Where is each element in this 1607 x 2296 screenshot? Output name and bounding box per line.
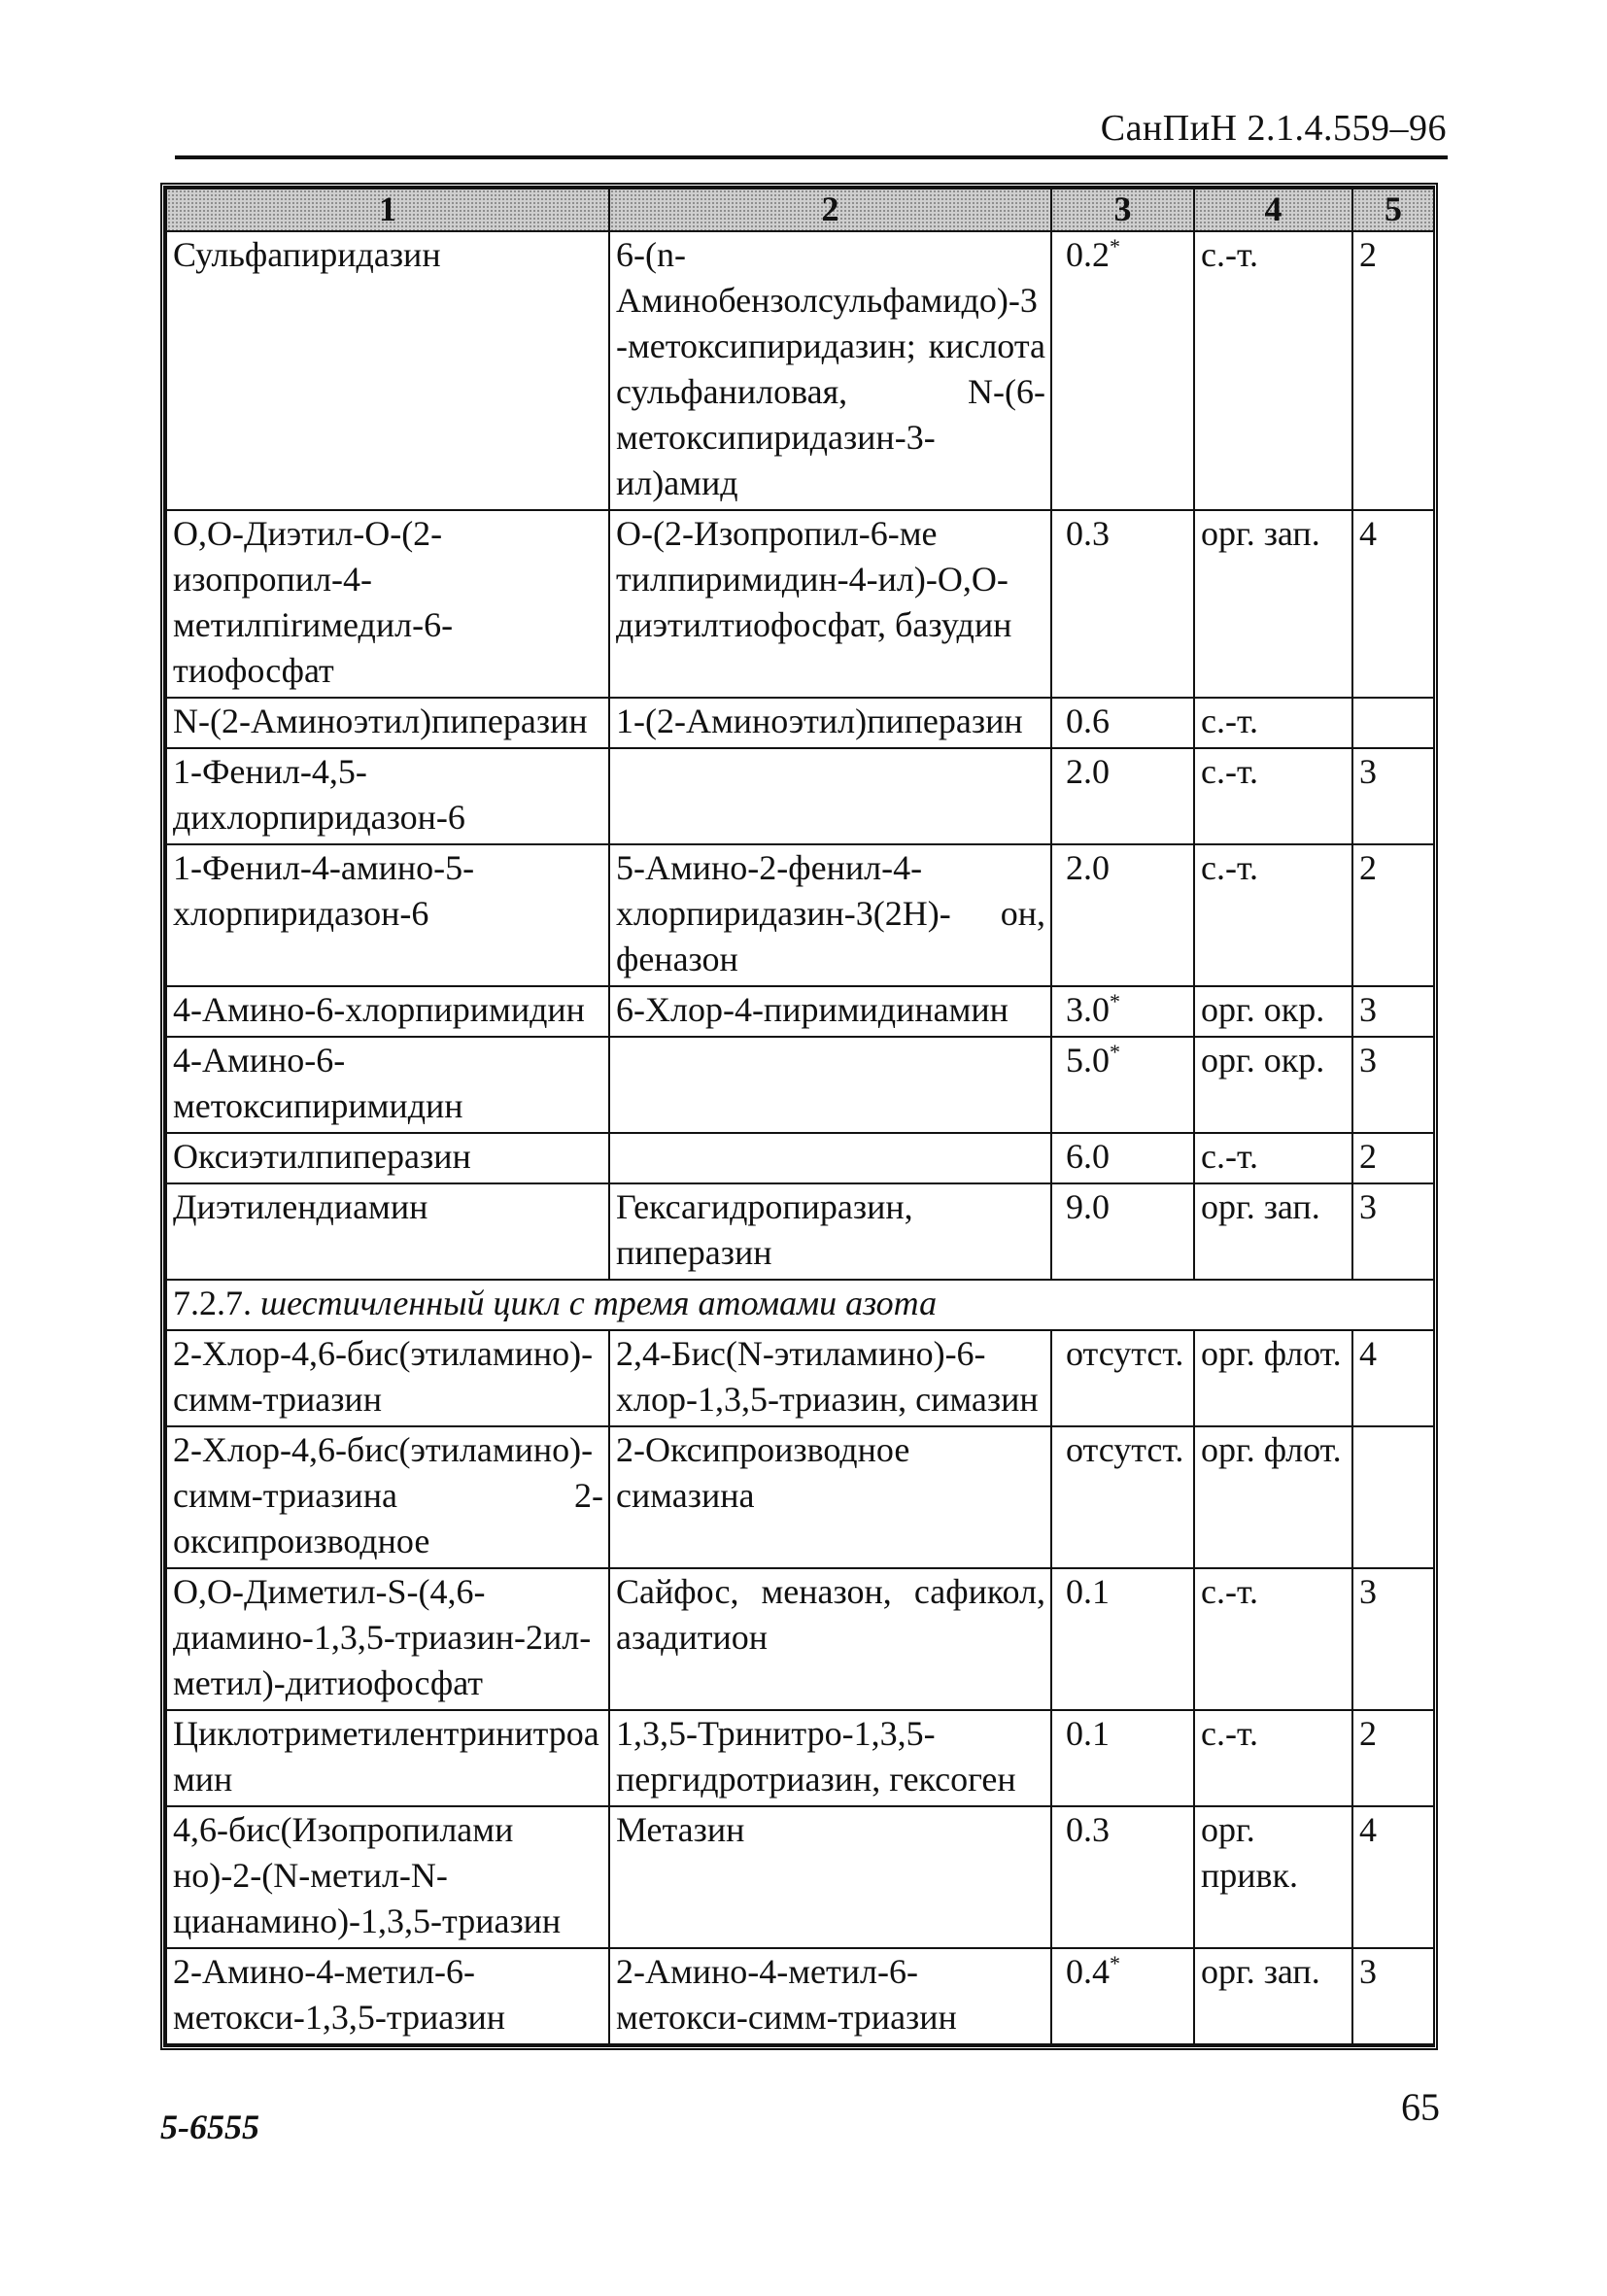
table-body — [166, 231, 1434, 2044]
header-rule — [175, 155, 1448, 159]
column-header-2: 2 — [609, 188, 1051, 231]
table-row — [166, 1948, 1434, 2044]
concentration-cell — [1051, 1037, 1194, 1133]
synonyms-cell — [609, 1568, 1051, 1710]
table-row — [166, 1330, 1434, 1426]
concentration-cell-text: 2.0 — [1066, 752, 1110, 791]
substance-name-cell-text: 2-Хлор-4,6-бис(этиламино)- симм-триазина 2-оксипроизводное — [173, 1430, 603, 1560]
concentration-cell — [1051, 844, 1194, 986]
column-header-4: 4 — [1194, 188, 1352, 231]
synonyms-cell — [609, 231, 1051, 510]
substance-name-cell-text: О,О-Диметил-S-(4,6-диамино-1,3,5-триазин-2ил-метил)-дитиофосфат — [173, 1572, 592, 1702]
concentration-cell-text: 6.0 — [1066, 1137, 1110, 1176]
hazard-class-cell — [1352, 1183, 1434, 1280]
substance-name-cell — [166, 748, 609, 844]
footnote-mark: * — [1110, 1040, 1120, 1064]
synonyms-cell-text: 1,3,5-Тринитро-1,3,5- пергидротриазин, гексоген — [616, 1714, 1016, 1799]
hazard-class-cell — [1352, 1330, 1434, 1426]
hazard-indicator-cell — [1194, 1330, 1352, 1426]
substance-name-cell-text: Сульфапиридазин — [173, 235, 441, 274]
concentration-cell — [1051, 1426, 1194, 1568]
substance-name-cell-text: 4-Амино-6-метоксипиримидин — [173, 1041, 463, 1125]
hazard-indicator-cell-text: орг. зап. — [1201, 1187, 1320, 1226]
hazard-class-cell-text: 4 — [1359, 1334, 1377, 1373]
hazard-indicator-cell-text: с.-т. — [1201, 848, 1258, 887]
hazard-class-cell-text: 2 — [1359, 1714, 1377, 1753]
substance-name-cell-text: 1-Фенил-4-амино-5-хлорпиридазон-6 — [173, 848, 475, 933]
substance-name-cell-text: Оксиэтилпиперазин — [173, 1137, 471, 1176]
concentration-cell-text: 0.3 — [1066, 514, 1110, 553]
table-row — [166, 986, 1434, 1037]
hazard-indicator-cell-text: с.-т. — [1201, 1572, 1258, 1611]
substance-name-cell — [166, 1133, 609, 1183]
concentration-cell — [1051, 698, 1194, 748]
concentration-cell-text: 0.2 — [1066, 235, 1110, 274]
substance-name-cell — [166, 986, 609, 1037]
table-row — [166, 510, 1434, 698]
hazard-class-cell — [1352, 748, 1434, 844]
concentration-cell-text: 2.0 — [1066, 848, 1110, 887]
concentration-cell — [1051, 1710, 1194, 1806]
hazard-class-cell-text: 3 — [1359, 990, 1377, 1029]
concentration-cell-text: 0.3 — [1066, 1810, 1110, 1849]
synonyms-cell — [609, 986, 1051, 1037]
substance-name-cell-text: Циклотриметилентринитроамин — [173, 1714, 599, 1799]
synonyms-cell-text: 5-Амино-2-фенил-4- хлорпиридазин-3(2Н)- он, феназон — [616, 848, 1045, 978]
substance-name-cell-text: 2-Амино-4-метил-6-метокси-1,3,5-триазин — [173, 1952, 505, 2037]
substance-name-cell — [166, 698, 609, 748]
synonyms-cell — [609, 748, 1051, 844]
table-header-row — [166, 188, 1434, 231]
synonyms-cell — [609, 1330, 1051, 1426]
hazard-class-cell-text: 4 — [1359, 514, 1377, 553]
hazard-class-cell-text: 3 — [1359, 1952, 1377, 1991]
section-number: 7.2.7. — [173, 1284, 252, 1322]
hazard-indicator-cell-text: орг. зап. — [1201, 1952, 1320, 1991]
hazard-class-cell-text: 3 — [1359, 1187, 1377, 1226]
synonyms-cell-text: 2,4-Бис(N-этиламино)-6-хлор-1,3,5-триазин, симазин — [616, 1334, 1039, 1419]
hazard-indicator-cell-text: орг. окр. — [1201, 990, 1325, 1029]
concentration-cell — [1051, 1133, 1194, 1183]
hazard-indicator-cell — [1194, 1037, 1352, 1133]
concentration-cell — [1051, 231, 1194, 510]
substance-name-cell-text: N-(2-Аминоэтил)пиперазин — [173, 702, 588, 740]
substance-name-cell-text: 4-Амино-6-хлорпиримидин — [173, 990, 585, 1029]
synonyms-cell — [609, 1183, 1051, 1280]
concentration-cell-text: 0.6 — [1066, 702, 1110, 740]
concentration-cell-text: 0.1 — [1066, 1714, 1110, 1753]
hazard-class-cell-text: 2 — [1359, 848, 1377, 887]
hazard-indicator-cell-text: с.-т. — [1201, 235, 1258, 274]
footnote-mark: * — [1110, 989, 1120, 1013]
hazard-indicator-cell — [1194, 1710, 1352, 1806]
synonyms-cell — [609, 1037, 1051, 1133]
substance-name-cell — [166, 1568, 609, 1710]
column-header-3: 3 — [1051, 188, 1194, 231]
hazard-class-cell — [1352, 1037, 1434, 1133]
concentration-cell — [1051, 1806, 1194, 1948]
substance-name-cell-text: 4,6-бис(Изопропилами но)-2-(N-метил-N-цианамино)-1,3,5-триазин — [173, 1810, 562, 1940]
table-row — [166, 1568, 1434, 1710]
synonyms-cell-text: Гексагидропиразин, пиперазин — [616, 1187, 913, 1272]
page-number: 65 — [1401, 2085, 1440, 2129]
table-row — [166, 844, 1434, 986]
hazard-class-cell-text: 3 — [1359, 752, 1377, 791]
hazard-indicator-cell-text: орг. окр. — [1201, 1041, 1325, 1079]
synonyms-cell-text: 6-Хлор-4-пиримидинамин — [616, 990, 1009, 1029]
hazard-indicator-cell — [1194, 844, 1352, 986]
hazard-indicator-cell — [1194, 986, 1352, 1037]
hazard-indicator-cell-text: орг. флот. — [1201, 1430, 1342, 1469]
footnote-mark: * — [1110, 234, 1120, 258]
hazard-class-cell — [1352, 231, 1434, 510]
concentration-cell — [1051, 748, 1194, 844]
hazard-class-cell — [1352, 1133, 1434, 1183]
synonyms-cell-text: Метазин — [616, 1810, 745, 1849]
hazard-class-cell — [1352, 510, 1434, 698]
hazard-class-cell-text: 2 — [1359, 1137, 1377, 1176]
concentration-cell-text: отсутст. — [1066, 1430, 1184, 1469]
table-row — [166, 1806, 1434, 1948]
column-header-1: 1 — [166, 188, 609, 231]
hazard-indicator-cell-text: орг. зап. — [1201, 514, 1320, 553]
hazard-class-cell-text: 3 — [1359, 1041, 1377, 1079]
synonyms-cell-text: О-(2-Изопропил-6-ме тилпиримидин-4-ил)-О,О-диэтилтиофосфат, базудин — [616, 514, 1012, 644]
hazard-class-cell — [1352, 1806, 1434, 1948]
hazard-class-cell — [1352, 1426, 1434, 1568]
synonyms-cell-text: 1-(2-Аминоэтил)пиперазин — [616, 702, 1023, 740]
synonyms-cell-text: 6-(n-Аминобензолсульфамидо)-3-метоксипиридазин; кислота сульфаниловая, N-(6-метоксипиридазин-3-ил)амид — [616, 235, 1045, 502]
hazard-indicator-cell — [1194, 1806, 1352, 1948]
synonyms-cell — [609, 1710, 1051, 1806]
hazard-class-cell — [1352, 1948, 1434, 2044]
hazard-class-cell-text: 2 — [1359, 235, 1377, 274]
concentration-cell — [1051, 1183, 1194, 1280]
synonyms-cell — [609, 510, 1051, 698]
hazard-indicator-cell-text: с.-т. — [1201, 1137, 1258, 1176]
substance-name-cell-text: О,О-Диэтил-О-(2-изопропил-4-метилпirимедил-6-тиофосфат — [173, 514, 454, 690]
hazard-indicator-cell — [1194, 1183, 1352, 1280]
table-row — [166, 1133, 1434, 1183]
substance-name-cell — [166, 1037, 609, 1133]
document-code: СанПиН 2.1.4.559–96 — [1100, 108, 1447, 149]
hazard-indicator-cell — [1194, 748, 1352, 844]
substance-name-cell — [166, 1426, 609, 1568]
hazard-indicator-cell — [1194, 1426, 1352, 1568]
hazard-class-cell — [1352, 986, 1434, 1037]
section-title: шестичленный цикл с тремя атомами азота — [260, 1284, 938, 1322]
concentration-cell — [1051, 986, 1194, 1037]
hazard-class-cell — [1352, 1710, 1434, 1806]
hazard-class-cell — [1352, 844, 1434, 986]
hazard-class-cell-text: 4 — [1359, 1810, 1377, 1849]
synonyms-cell-text: Сайфос, меназон, сафикол, азадитион — [616, 1572, 1045, 1657]
hazard-indicator-cell-text: с.-т. — [1201, 1714, 1258, 1753]
substance-name-cell — [166, 510, 609, 698]
substance-name-cell — [166, 844, 609, 986]
print-code: 5-6555 — [160, 2108, 259, 2146]
synonyms-cell — [609, 1948, 1051, 2044]
hazard-class-cell — [1352, 698, 1434, 748]
footnote-mark: * — [1110, 1951, 1120, 1975]
substance-name-cell — [166, 1710, 609, 1806]
synonyms-cell-text: 2-Амино-4-метил-6-метокси-симм-триазин — [616, 1952, 957, 2037]
concentration-cell-text: 0.4 — [1066, 1952, 1110, 1991]
concentration-cell — [1051, 1948, 1194, 2044]
substance-name-cell — [166, 231, 609, 510]
substance-name-cell — [166, 1330, 609, 1426]
hazard-class-cell-text: 3 — [1359, 1572, 1377, 1611]
synonyms-cell-text: 2-Оксипроизводное симазина — [616, 1430, 910, 1515]
table-row — [166, 698, 1434, 748]
column-header-5: 5 — [1352, 188, 1434, 231]
synonyms-cell — [609, 1806, 1051, 1948]
section-row — [166, 1280, 1434, 1330]
substances-table — [160, 183, 1438, 2050]
hazard-indicator-cell-text: с.-т. — [1201, 702, 1258, 740]
concentration-cell-text: 9.0 — [1066, 1187, 1110, 1226]
substance-name-cell-text: 1-Фенил-4,5-дихлорпиридазон-6 — [173, 752, 465, 837]
hazard-class-cell — [1352, 1568, 1434, 1710]
table-row — [166, 1037, 1434, 1133]
concentration-cell-text: 3.0 — [1066, 990, 1110, 1029]
concentration-cell-text: 5.0 — [1066, 1041, 1110, 1079]
concentration-cell — [1051, 510, 1194, 698]
concentration-cell-text: отсутст. — [1066, 1334, 1184, 1373]
hazard-indicator-cell — [1194, 1568, 1352, 1710]
concentration-cell — [1051, 1330, 1194, 1426]
table-row — [166, 1183, 1434, 1280]
synonyms-cell — [609, 844, 1051, 986]
hazard-indicator-cell — [1194, 510, 1352, 698]
substance-name-cell — [166, 1183, 609, 1280]
section-heading — [166, 1280, 1434, 1330]
table-row — [166, 1710, 1434, 1806]
hazard-indicator-cell — [1194, 698, 1352, 748]
hazard-indicator-cell — [1194, 1133, 1352, 1183]
hazard-indicator-cell-text: с.-т. — [1201, 752, 1258, 791]
substance-name-cell-text: 2-Хлор-4,6-бис(этиламино)- симм-триазин — [173, 1334, 594, 1419]
substance-name-cell-text: Диэтилендиамин — [173, 1187, 428, 1226]
table-row — [166, 231, 1434, 510]
hazard-indicator-cell — [1194, 231, 1352, 510]
table-row — [166, 748, 1434, 844]
synonyms-cell — [609, 1426, 1051, 1568]
concentration-cell — [1051, 1568, 1194, 1710]
concentration-cell-text: 0.1 — [1066, 1572, 1110, 1611]
hazard-indicator-cell-text: орг. флот. — [1201, 1334, 1342, 1373]
hazard-indicator-cell — [1194, 1948, 1352, 2044]
table-row — [166, 1426, 1434, 1568]
substance-name-cell — [166, 1948, 609, 2044]
synonyms-cell — [609, 698, 1051, 748]
substance-name-cell — [166, 1806, 609, 1948]
synonyms-cell — [609, 1133, 1051, 1183]
hazard-indicator-cell-text: орг. привк. — [1201, 1810, 1299, 1895]
